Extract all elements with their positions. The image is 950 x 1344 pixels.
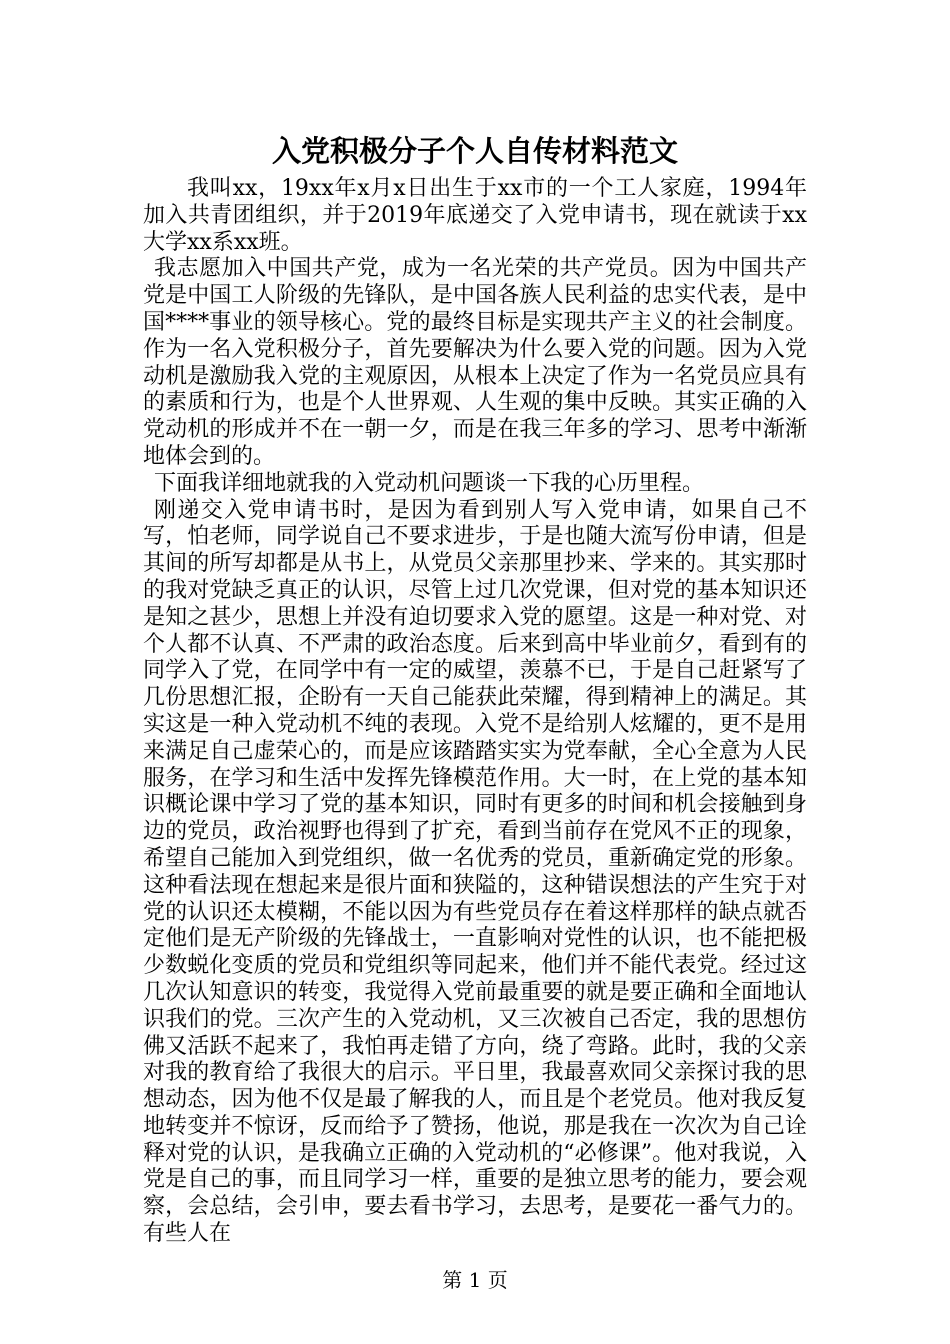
- paragraph-intro: 我叫xx，19xx年x月x日出生于xx市的一个工人家庭，1994年加入共青团组织，并于2019年底递交了入党申请书，现在就读于xx大学xx系xx班。: [143, 176, 807, 255]
- paragraph-history: 刚递交入党申请书时，是因为看到别人写入党申请，如果自己不写，怕老师，同学说自己不要求进步，于是也随大流写份申请，但是其间的所写却都是从书上，从党员父亲那里抄来、学来的。其实那时的我对党缺乏真正的认识，尽管上过几次党课，但对党的基本知识还是知之甚少，思想上并没有迫切要求入党的愿望。这是一种对党、对个人都不认真、不严肃的政治态度。后来到高中毕业前夕，看到有的同学入了党，在同学中有一定的威望，羡慕不已，于是自己赶紧写了几份思想汇报，企盼有一天自己能获此荣耀，得到精神上的满足。其实这是一种入党动机不纯的表现。入党不是给别人炫耀的，更不是用来满足自己虚荣心的，而是应该踏踏实实为党奉献，全心全意为人民服务，在学习和生活中发挥先锋模范作用。大一时，在上党的基本知识概论课中学习了党的基本知识，同时有更多的时间和机会接触到身边的党员，政治视野也得到了扩充，看到当前存在党风不正的现象，希望自己能加入到党组织，做一名优秀的党员，重新确定党的形象。这种看法现在想起来是很片面和狭隘的，这种错误想法的产生究于对党的认识还太模糊，不能以因为有些党员存在着这样那样的缺点就否定他们是无产阶级的先锋战士，一直影响对党性的认识，也不能把极少数蜕化变质的党员和党组织等同起来，他们并不能代表党。经过这几次认知意识的转变，我觉得入党前最重要的就是要正确和全面地认识我们的党。三次产生的入党动机，又三次被自己否定，我的思想仿佛又活跃不起来了，我怕再走错了方向，绕了弯路。此时，我的父亲对我的教育给了我很大的启示。平日里，我最喜欢同父亲探讨我的思想动态，因为他不仅是最了解我的人，而且是个老党员。他对我反复地转变并不惊讶，反而给予了赞扬，他说，那是我在一次次为自己诠释对党的认识，是我确立正确的入党动机的“必修课”。他对我说，入党是自己的事，而且同学习一样，重要的是独立思考的能力，要会观察，会总结，会引申，要去看书学习，去思考，是要花一番气力的。有些人在: [143, 497, 807, 1247]
- paragraph-motivation: 我志愿加入中国共产党，成为一名光荣的共产党员。因为中国共产党是中国工人阶级的先锋队，是中国各族人民利益的忠实代表，是中国****事业的领导核心。党的最终目标是实现共产主义的社会制度。作为一名入党积极分子，首先要解决为什么要入党的问题。因为入党动机是激励我入党的主观原因，从根本上决定了作为一名党员应具有的素质和行为，也是个人世界观、人生观的集中反映。其实正确的入党动机的形成并不在一朝一夕，而是在我三年多的学习、思考中渐渐地体会到的。: [143, 256, 807, 469]
- document-body: [143, 176, 807, 1248]
- paragraph-transition: 下面我详细地就我的入党动机问题谈一下我的心历里程。: [154, 470, 705, 496]
- document-title: 入党积极分子个人自传材料范文: [271, 134, 678, 168]
- page-number: 第 1 页: [442, 1268, 508, 1292]
